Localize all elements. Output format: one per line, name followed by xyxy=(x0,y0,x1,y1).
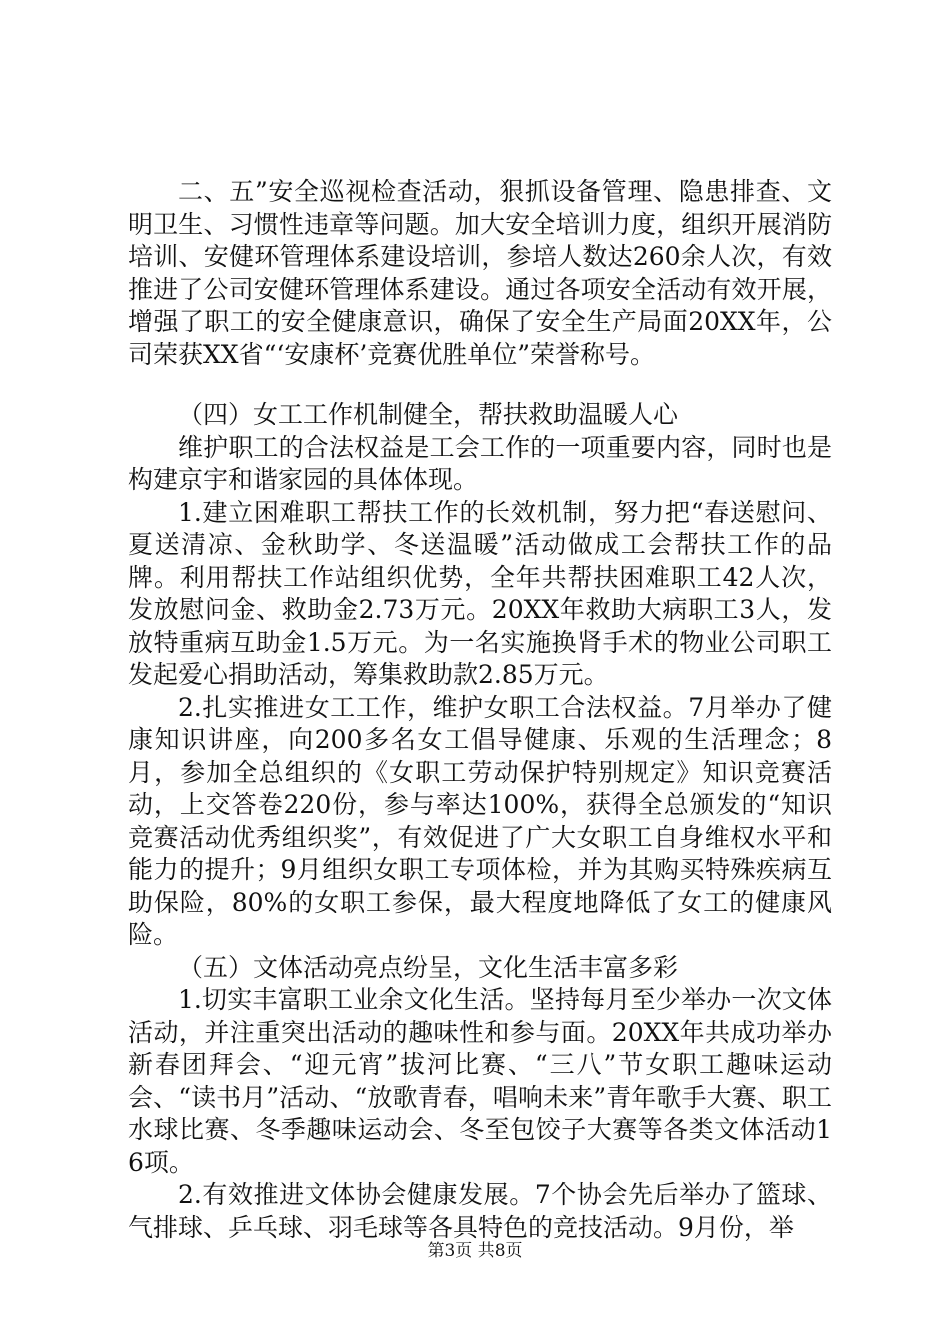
document-body xyxy=(128,176,832,1244)
paragraph-female-worker-rights: 2.扎实推进女工工作，维护女职工合法权益。7月举办了健康知识讲座，向200多名女工倡导健康、乐观的生活理念；8月，参加全总组织的《女职工劳动保护特别规定》知识竞赛活动，上交答卷220份，参与率达100%，获得全总颁发的“知识竞赛活动优秀组织奖”，有效促进了广大女职工自身维权水平和能力的提升；9月组织女职工专项体检，并为其购买特殊疾病互助保险，80%的女职工参保，最大程度地降低了女工的健康风险。 xyxy=(128,692,832,949)
section-heading-female-workers: （四）女工工作机制健全，帮扶救助温暖人心 xyxy=(178,400,679,429)
section-heading-cultural-activities: （五）文体活动亮点纷呈，文化生活丰富多彩 xyxy=(178,952,679,982)
paragraph-rights-intro: 维护职工的合法权益是工会工作的一项重要内容，同时也是构建京宇和谐家园的具体体现。 xyxy=(128,432,832,494)
paragraph-assistance-mechanism: 1.建立困难职工帮扶工作的长效机制，努力把“春送慰问、夏送清凉、金秋助学、冬送温暖”活动做成工会帮扶工作的品牌。利用帮扶工作站组织优势，全年共帮扶困难职工42人次，发放慰问金、救助金2.73万元。20XX年救助大病职工3人，发放特重病互助金1.5万元。为一名实施换肾手术的物业公司职工发起爱心捐助活动，筹集救助款2.85万元。 xyxy=(128,497,832,689)
paragraph-sports-associations: 2.有效推进文体协会健康发展。7个协会先后举办了篮球、气排球、乒乓球、羽毛球等各具特色的竞技活动。9月份，举 xyxy=(128,1180,832,1242)
paragraph-safety-activities: 二、五”安全巡视检查活动，狠抓设备管理、隐患排查、文明卫生、习惯性违章等问题。加大安全培训力度，组织开展消防培训、安健环管理体系建设培训，参培人数达260余人次，有效推进了公司安健环管理体系建设。通过各项安全活动有效开展，增强了职工的安全健康意识，确保了安全生产局面20XX年，公司荣获XX省“‘安康杯’竞赛优胜单位”荣誉称号。 xyxy=(128,177,832,369)
paragraph-cultural-life: 1.切实丰富职工业余文化生活。坚持每月至少举办一次文体活动，并注重突出活动的趣味性和参与面。20XX年共成功举办新春团拜会、“迎元宵”拔河比赛、“三八”节女职工趣味运动会、“读书月”活动、“放歌青春，唱响未来”青年歌手大赛、职工水球比赛、冬季趣味运动会、冬至包饺子大赛等各类文体活动16项。 xyxy=(128,985,832,1177)
page-number-footer: 第3页 共8页 xyxy=(427,1241,523,1261)
